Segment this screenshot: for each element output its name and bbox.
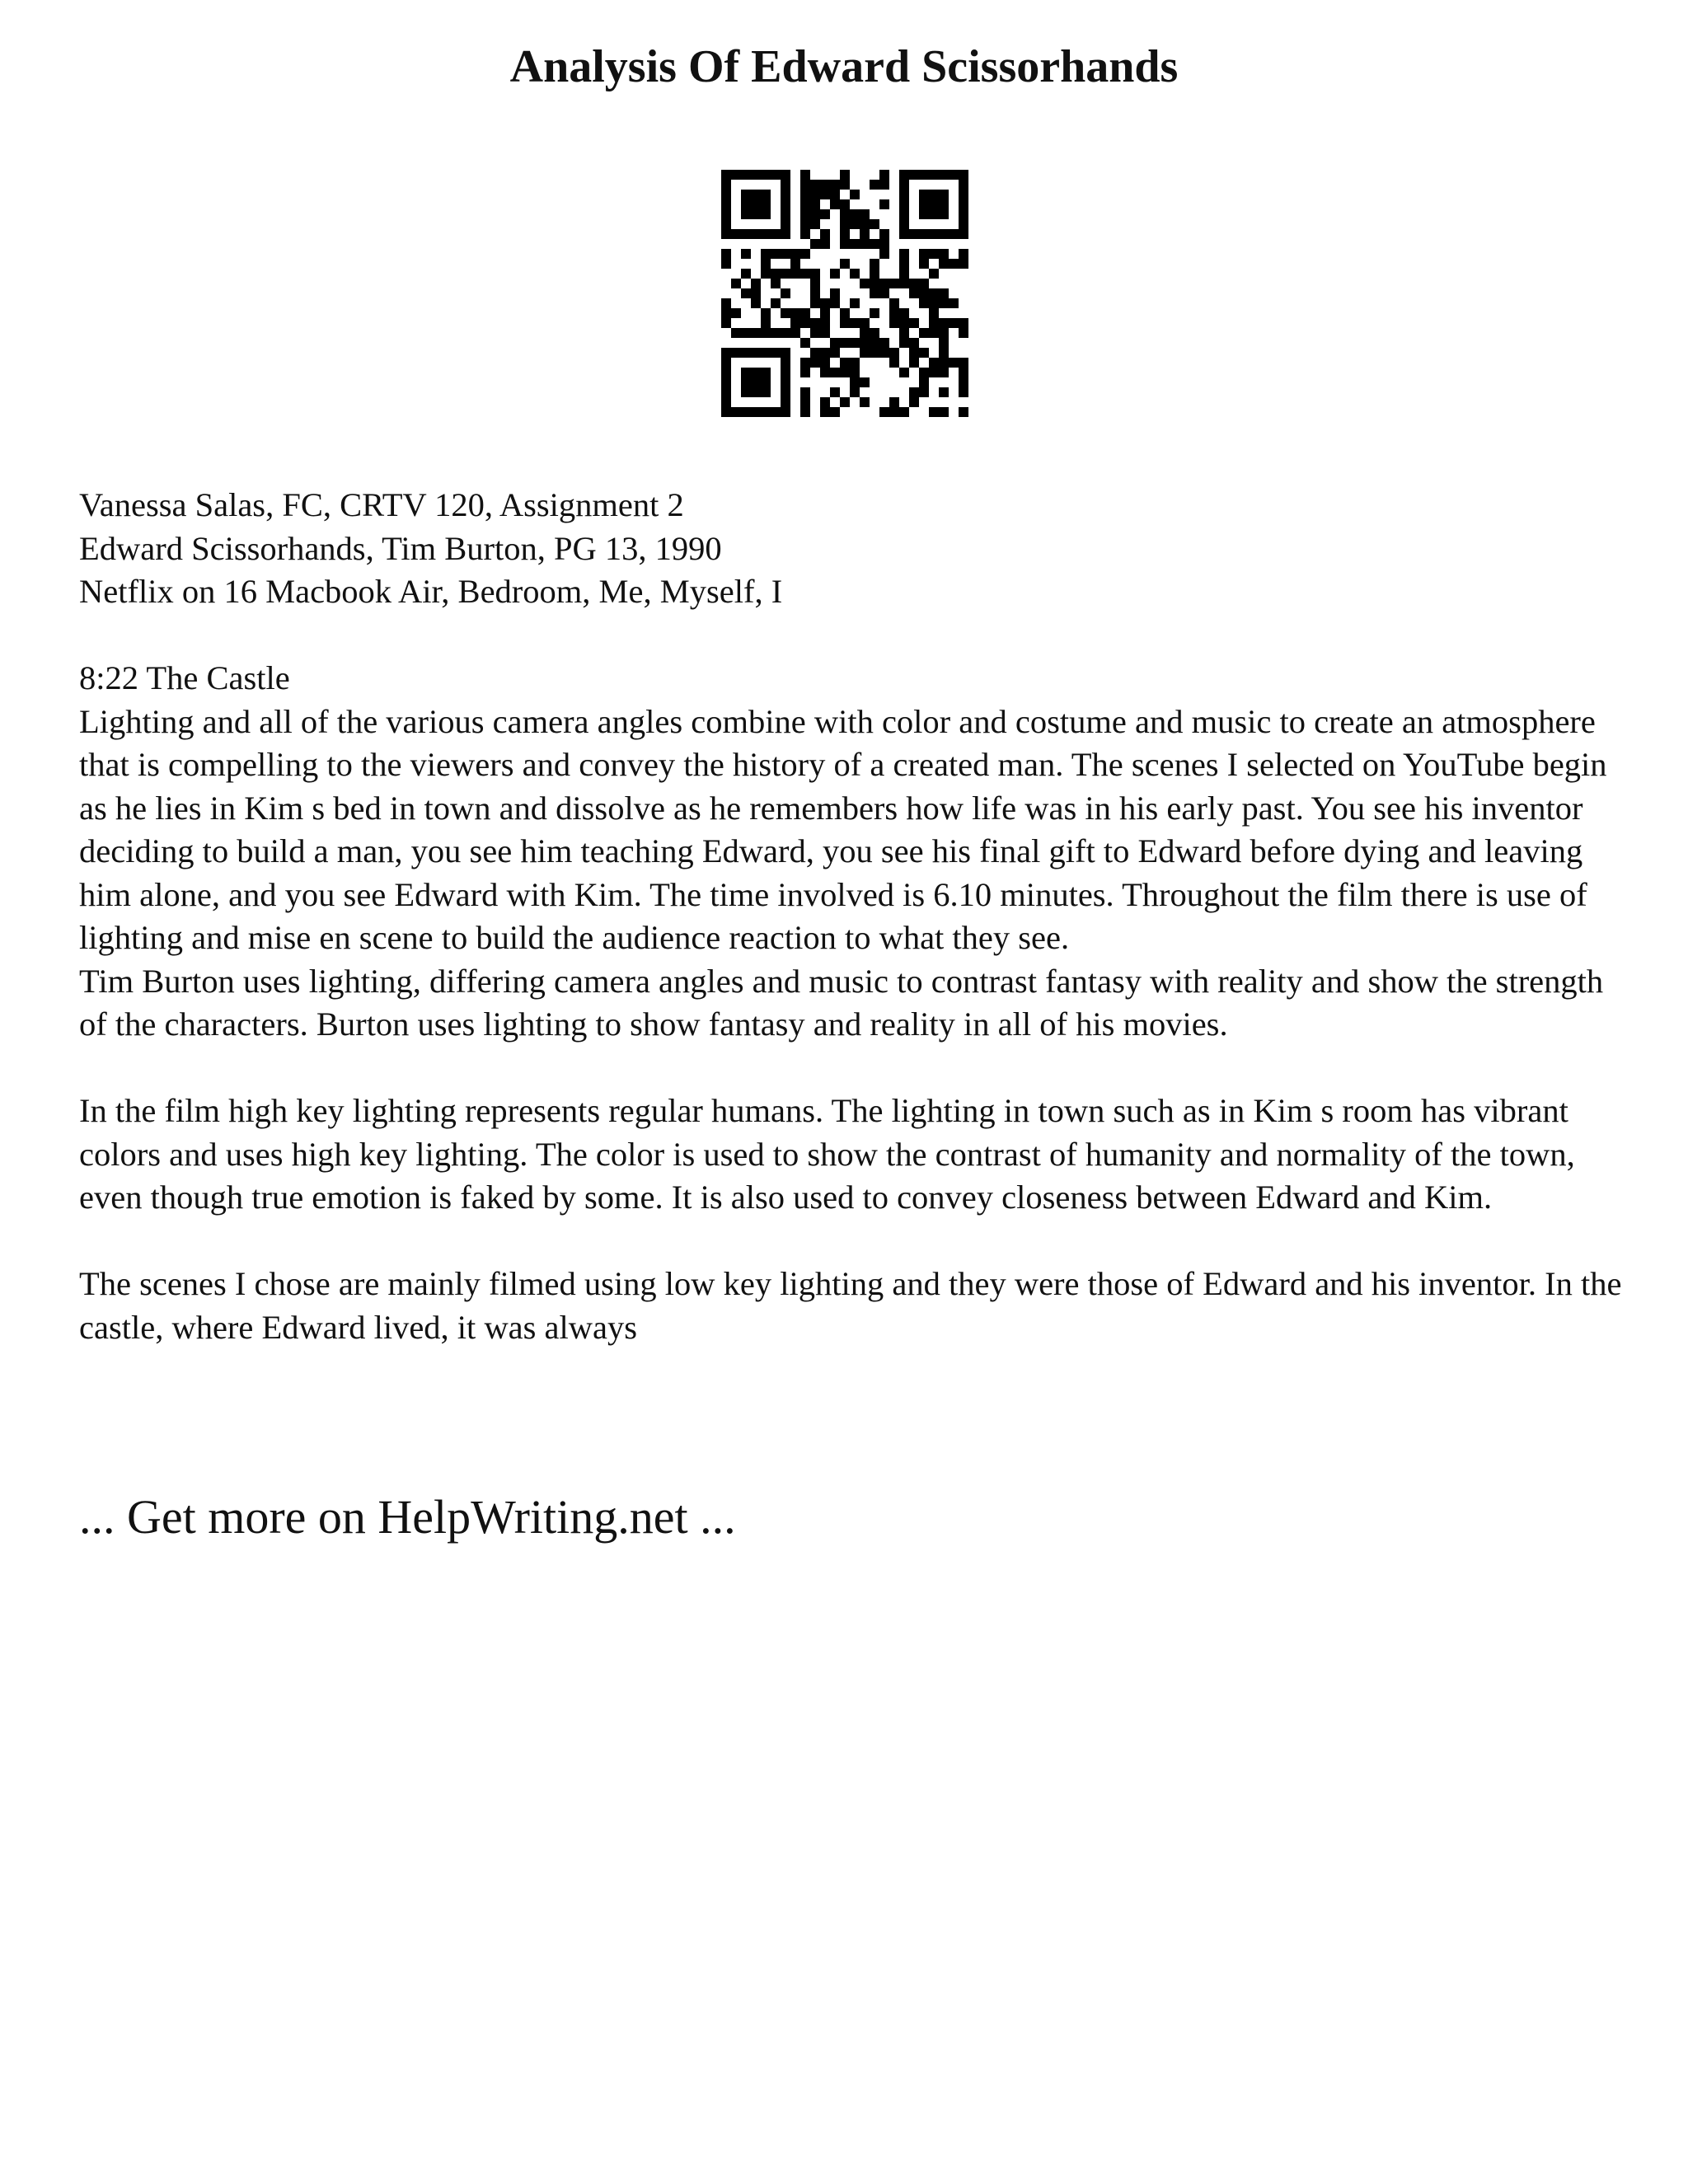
meta-line-author: Vanessa Salas, FC, CRTV 120, Assignment 2 bbox=[79, 486, 684, 523]
paragraph: Tim Burton uses lighting, differing camera angles and music to contrast fantasy with reality and show the strength of the characters. Burton uses lighting to show fantasy and reality in all of his movies. bbox=[79, 962, 1604, 1043]
meta-line-viewing: Netflix on 16 Macbook Air, Bedroom, Me, Myself, I bbox=[79, 573, 783, 610]
meta-line-film: Edward Scissorhands, Tim Burton, PG 13, 1990 bbox=[79, 529, 722, 567]
section-heading: 8:22 The Castle bbox=[79, 659, 290, 696]
qr-code bbox=[721, 170, 968, 417]
document-title: Analysis Of Edward Scissorhands bbox=[509, 41, 1179, 92]
paragraph: In the film high key lighting represents regular humans. The lighting in town such as in Kim s room has vibrant colors and uses high key lighting. The color is used to show the contrast of humanity and normality of the town, even though true emotion is faked by some. It is also used to convey closeness between Edward and Kim. bbox=[79, 1092, 1575, 1216]
document-body bbox=[79, 657, 1629, 1349]
paragraph: The scenes I chose are mainly filmed using low key lighting and they were those of Edward and his inventor. In the castle, where Edward lived, it was always bbox=[79, 1265, 1622, 1346]
paragraph: Lighting and all of the various camera angles combine with color and costume and music to create an atmosphere that is compelling to the viewers and convey the history of a created man. The scenes I selected on YouTube begin as he lies in Kim s bed in town and dissolve as he remembers how life was in his early past. You see his inventor deciding to build a man, you see him teaching Edward, you see his final gift to Edward before dying and leaving him alone, and you see Edward with Kim. The time involved is 6.10 minutes. Throughout the film there is use of lighting and mise en scene to build the audience reaction to what they see. bbox=[79, 702, 1607, 956]
document-meta bbox=[79, 484, 1612, 614]
qr-code-image bbox=[721, 170, 968, 417]
get-more-link[interactable]: ... Get more on HelpWriting.net ... bbox=[79, 1490, 736, 1544]
